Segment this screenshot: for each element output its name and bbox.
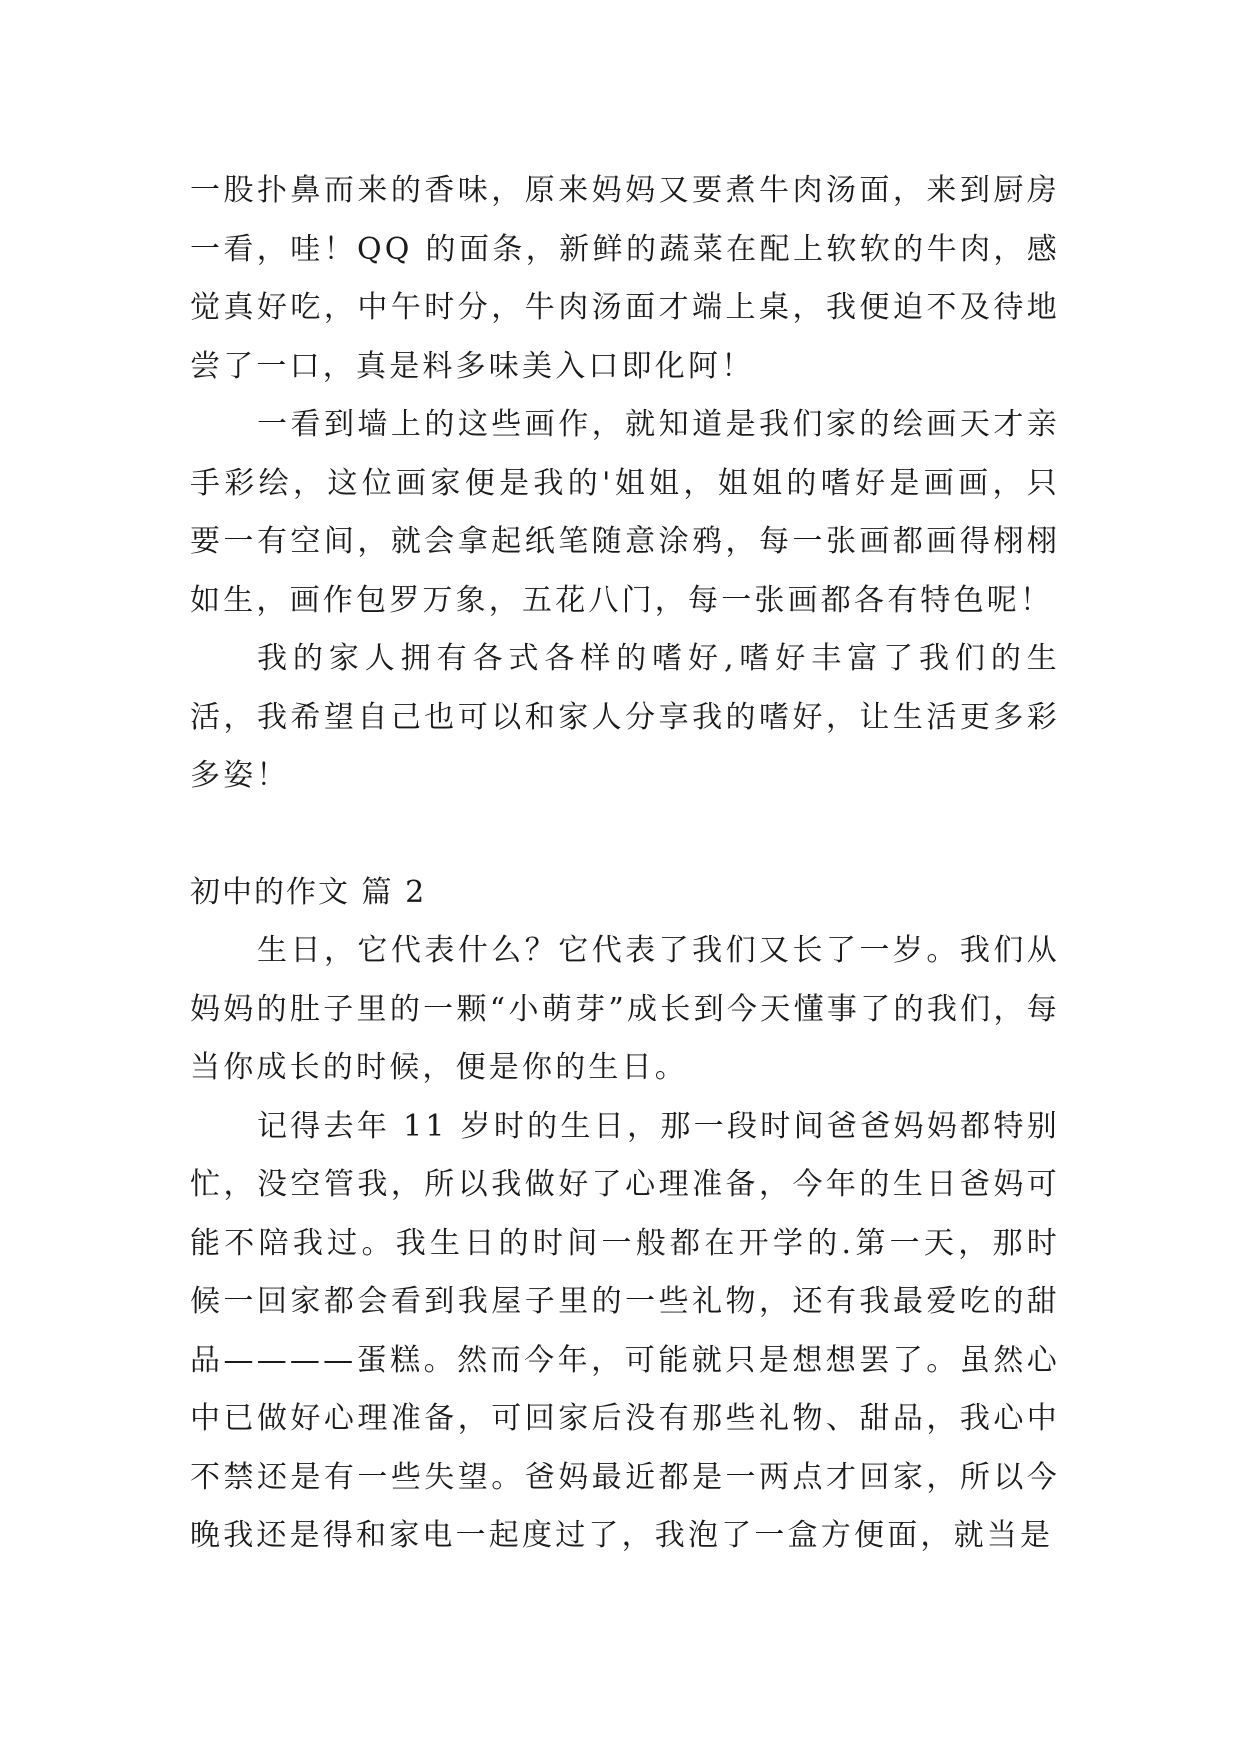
- document-body: [190, 162, 1060, 1566]
- paragraph-3: 我的家人拥有各式各样的嗜好,嗜好丰富了我们的生活，我希望自己也可以和家人分享我的嗜好，让生活更多彩多姿！: [190, 641, 1060, 793]
- paragraph-2: 一看到墙上的这些画作，就知道是我们家的绘画天才亲手彩绘，这位画家便是我的'姐姐，姐姐的嗜好是画画，只要一有空间，就会拿起纸笔随意涂鸦，每一张画都画得栩栩如生，画作包罗万象，五花八门，每一张画都各有特色呢！: [190, 407, 1060, 618]
- paragraph-4: 生日，它代表什么？它代表了我们又长了一岁。我们从妈妈的肚子里的一颗“小萌芽”成长到今天懂事了的我们，每当你成长的时候，便是你的生日。: [190, 933, 1060, 1085]
- section-title: 初中的作文 篇 2: [190, 874, 427, 910]
- paragraph-5: 记得去年 11 岁时的生日，那一段时间爸爸妈妈都特别忙，没空管我，所以我做好了心理准备，今年的生日爸妈可能不陪我过。我生日的时间一般都在开学的.第一天，那时候一回家都会看到我屋子里的一些礼物，还有我最爱吃的甜品————蛋糕。然而今年，可能就只是想想罢了。虽然心中已做好心理准备，可回家后没有那些礼物、甜品，我心中不禁还是有一些失望。爸妈最近都是一两点才回家，所以今晚我还是得和家电一起度过了，我泡了一盒方便面，就当是: [190, 1108, 1060, 1553]
- paragraph-1: 一股扑鼻而来的香味，原来妈妈又要煮牛肉汤面，来到厨房一看，哇！QQ 的面条，新鲜的蔬菜在配上软软的牛肉，感觉真好吃，中午时分，牛肉汤面才端上桌，我便迫不及待地尝了一口，真是料多味美入口即化阿！: [190, 173, 1060, 384]
